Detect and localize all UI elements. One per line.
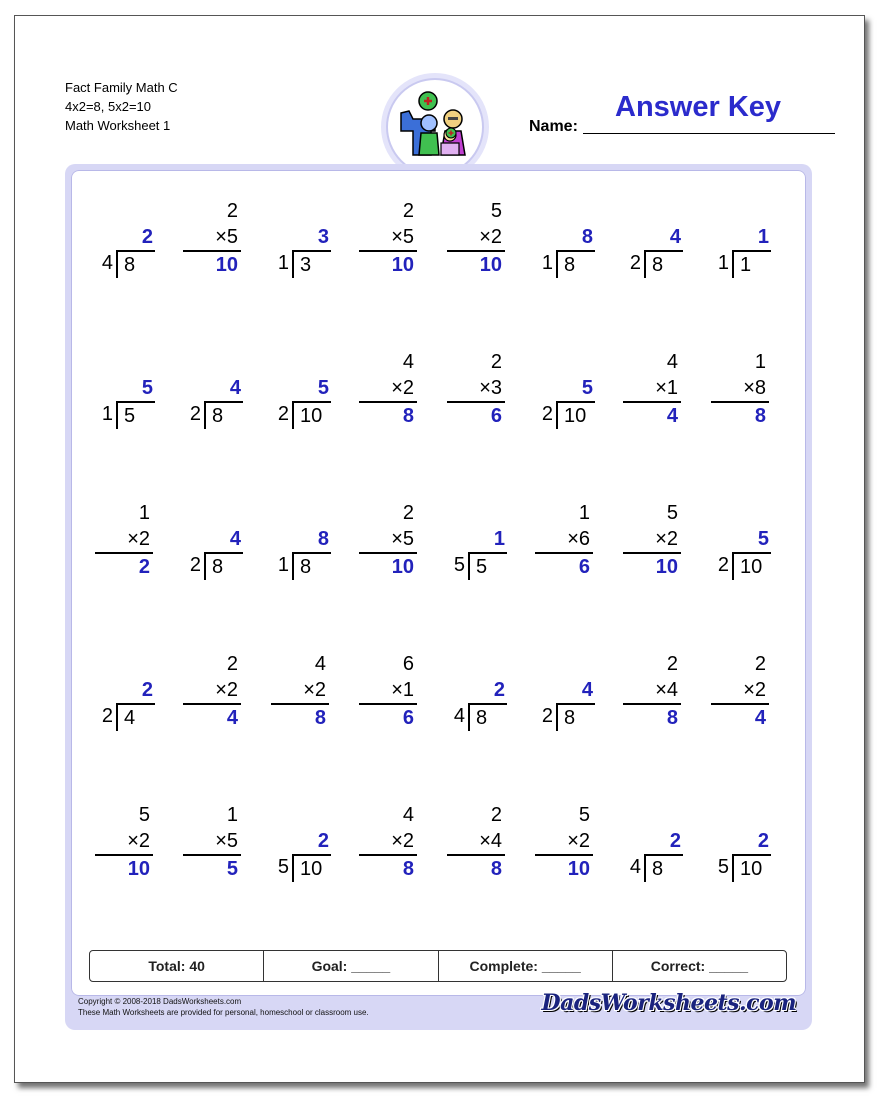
name-field[interactable] xyxy=(529,91,833,136)
divisor: 2 xyxy=(101,705,113,727)
score-correct[interactable]: Correct: _____ xyxy=(612,951,786,981)
divisor: 1 xyxy=(541,252,553,274)
multiplication-problem xyxy=(93,802,153,882)
factor-bottom: ×2 xyxy=(391,377,414,399)
divisor: 4 xyxy=(101,252,113,274)
score-box xyxy=(89,950,787,982)
division-problem xyxy=(533,224,595,282)
multiplication-problem xyxy=(445,802,505,882)
factor-top: 1 xyxy=(754,351,766,373)
division-problem xyxy=(269,224,331,282)
division-problem xyxy=(621,828,683,886)
quotient-answer: 8 xyxy=(317,528,329,550)
worksheet-page xyxy=(14,15,865,1083)
division-problem xyxy=(93,677,155,735)
factor-bottom: ×1 xyxy=(391,679,414,701)
factor-bottom: ×2 xyxy=(127,528,150,550)
quotient-answer: 1 xyxy=(493,528,505,550)
multiplication-problem xyxy=(621,500,681,580)
division-problem xyxy=(533,375,595,433)
product-answer: 8 xyxy=(490,858,502,880)
product-answer: 10 xyxy=(127,858,150,880)
division-problem xyxy=(181,526,243,584)
answer-key-text: Answer Key xyxy=(615,91,782,123)
multiplication-problem xyxy=(269,651,329,731)
quotient-answer: 4 xyxy=(581,679,593,701)
divisor: 2 xyxy=(277,403,289,425)
product-answer: 10 xyxy=(215,254,238,276)
usage-note: These Math Worksheets are provided for personal, homeschool or classroom use. xyxy=(78,1008,369,1017)
dividend: 10 xyxy=(732,854,771,882)
dividend: 8 xyxy=(204,401,243,429)
factor-top: 1 xyxy=(578,502,590,524)
factor-top: 2 xyxy=(226,200,238,222)
divisor: 5 xyxy=(277,856,289,878)
divisor: 2 xyxy=(541,705,553,727)
score-total: Total: 40 xyxy=(148,958,205,974)
factor-bottom: ×4 xyxy=(655,679,678,701)
factor-top: 2 xyxy=(490,804,502,826)
footer-copyright xyxy=(78,996,369,1018)
copyright-text: Copyright © 2008-2018 DadsWorksheets.com xyxy=(78,997,242,1006)
multiplication-problem xyxy=(357,198,417,278)
name-underline xyxy=(583,133,835,134)
dividend: 1 xyxy=(732,250,771,278)
factor-bottom: ×1 xyxy=(655,377,678,399)
factor-bottom: ×6 xyxy=(567,528,590,550)
factor-top: 6 xyxy=(402,653,414,675)
factor-bottom: ×2 xyxy=(743,679,766,701)
product-answer: 10 xyxy=(479,254,502,276)
factor-bottom: ×2 xyxy=(567,830,590,852)
factor-bottom: ×8 xyxy=(743,377,766,399)
worksheet-title: Fact Family Math C xyxy=(65,80,178,95)
dividend: 10 xyxy=(292,401,331,429)
quotient-answer: 5 xyxy=(317,377,329,399)
division-problem xyxy=(269,375,331,433)
product-answer: 8 xyxy=(402,858,414,880)
divisor: 1 xyxy=(717,252,729,274)
quotient-answer: 2 xyxy=(141,226,153,248)
factor-top: 2 xyxy=(490,351,502,373)
quotient-answer: 5 xyxy=(581,377,593,399)
factor-top: 4 xyxy=(402,804,414,826)
factor-top: 4 xyxy=(314,653,326,675)
problem-frame xyxy=(65,164,812,1030)
product-answer: 10 xyxy=(391,254,414,276)
dividend: 3 xyxy=(292,250,331,278)
dividend: 5 xyxy=(116,401,155,429)
divisor: 2 xyxy=(189,554,201,576)
quotient-answer: 5 xyxy=(141,377,153,399)
factor-bottom: ×3 xyxy=(479,377,502,399)
product-answer: 8 xyxy=(402,405,414,427)
dividend: 8 xyxy=(292,552,331,580)
division-problem xyxy=(445,677,507,735)
dividend: 8 xyxy=(556,703,595,731)
dividend: 8 xyxy=(644,250,683,278)
factor-bottom: ×2 xyxy=(479,226,502,248)
quotient-answer: 4 xyxy=(229,377,241,399)
dividend: 8 xyxy=(116,250,155,278)
quotient-answer: 3 xyxy=(317,226,329,248)
dividend: 10 xyxy=(732,552,771,580)
divisor: 2 xyxy=(629,252,641,274)
product-answer: 2 xyxy=(138,556,150,578)
dividend: 10 xyxy=(556,401,595,429)
multiplication-problem xyxy=(533,500,593,580)
worksheet-subtitle: 4x2=8, 5x2=10 xyxy=(65,99,152,114)
factor-bottom: ×5 xyxy=(391,226,414,248)
division-problem xyxy=(709,224,771,282)
factor-bottom: ×2 xyxy=(127,830,150,852)
dividend: 8 xyxy=(468,703,507,731)
factor-top: 5 xyxy=(138,804,150,826)
multiplication-problem xyxy=(357,651,417,731)
factor-bottom: ×2 xyxy=(655,528,678,550)
product-answer: 6 xyxy=(578,556,590,578)
factor-bottom: ×5 xyxy=(215,226,238,248)
divisor: 2 xyxy=(717,554,729,576)
factor-top: 4 xyxy=(402,351,414,373)
division-problem xyxy=(269,828,331,886)
multiplication-problem xyxy=(357,349,417,429)
dividend: 5 xyxy=(468,552,507,580)
quotient-answer: 2 xyxy=(317,830,329,852)
multiplication-problem xyxy=(181,198,241,278)
multiplication-problem xyxy=(181,802,241,882)
divisor: 2 xyxy=(189,403,201,425)
divisor: 5 xyxy=(453,554,465,576)
multiplication-problem xyxy=(181,651,241,731)
quotient-answer: 4 xyxy=(669,226,681,248)
multiplication-problem xyxy=(357,802,417,882)
dividend: 8 xyxy=(644,854,683,882)
multiplication-problem xyxy=(709,651,769,731)
dadsworksheets-logo: DadsWorksheets.com xyxy=(541,990,796,1016)
factor-top: 2 xyxy=(226,653,238,675)
product-answer: 4 xyxy=(754,707,766,729)
dividend: 4 xyxy=(116,703,155,731)
multiplication-problem xyxy=(93,500,153,580)
divisor: 4 xyxy=(629,856,641,878)
division-problem xyxy=(445,526,507,584)
product-answer: 8 xyxy=(666,707,678,729)
multiplication-problem xyxy=(533,802,593,882)
division-problem xyxy=(93,375,155,433)
division-problem xyxy=(533,677,595,735)
multiplication-problem xyxy=(621,349,681,429)
product-answer: 10 xyxy=(567,858,590,880)
factor-top: 2 xyxy=(402,502,414,524)
product-answer: 5 xyxy=(226,858,238,880)
product-answer: 8 xyxy=(754,405,766,427)
name-label: Name: xyxy=(529,118,578,135)
divisor: 5 xyxy=(717,856,729,878)
divisor: 1 xyxy=(277,554,289,576)
division-problem xyxy=(269,526,331,584)
factor-top: 1 xyxy=(226,804,238,826)
factor-bottom: ×5 xyxy=(391,528,414,550)
divisor: 1 xyxy=(277,252,289,274)
division-problem xyxy=(93,224,155,282)
divisor: 4 xyxy=(453,705,465,727)
factor-bottom: ×2 xyxy=(303,679,326,701)
factor-top: 2 xyxy=(666,653,678,675)
multiplication-problem xyxy=(709,349,769,429)
dividend: 10 xyxy=(292,854,331,882)
divisor: 2 xyxy=(541,403,553,425)
factor-bottom: ×2 xyxy=(215,679,238,701)
product-answer: 4 xyxy=(226,707,238,729)
dividend: 8 xyxy=(556,250,595,278)
factor-top: 5 xyxy=(490,200,502,222)
factor-bottom: ×5 xyxy=(215,830,238,852)
product-answer: 6 xyxy=(402,707,414,729)
worksheet-number: Math Worksheet 1 xyxy=(65,118,171,133)
factor-bottom: ×4 xyxy=(479,830,502,852)
factor-top: 4 xyxy=(666,351,678,373)
quotient-answer: 2 xyxy=(493,679,505,701)
factor-top: 2 xyxy=(754,653,766,675)
score-goal[interactable]: Goal: _____ xyxy=(263,951,437,981)
divisor: 1 xyxy=(101,403,113,425)
division-problem xyxy=(709,526,771,584)
product-answer: 8 xyxy=(314,707,326,729)
product-answer: 10 xyxy=(391,556,414,578)
quotient-answer: 2 xyxy=(757,830,769,852)
division-problem xyxy=(709,828,771,886)
quotient-answer: 2 xyxy=(141,679,153,701)
factor-top: 5 xyxy=(578,804,590,826)
quotient-answer: 5 xyxy=(757,528,769,550)
score-complete[interactable]: Complete: _____ xyxy=(438,951,612,981)
multiplication-problem xyxy=(621,651,681,731)
dividend: 8 xyxy=(204,552,243,580)
quotient-answer: 4 xyxy=(229,528,241,550)
product-answer: 4 xyxy=(666,405,678,427)
factor-top: 2 xyxy=(402,200,414,222)
multiplication-problem xyxy=(357,500,417,580)
division-problem xyxy=(181,375,243,433)
multiplication-problem xyxy=(445,198,505,278)
factor-bottom: ×2 xyxy=(391,830,414,852)
product-answer: 10 xyxy=(655,556,678,578)
multiplication-problem xyxy=(445,349,505,429)
quotient-answer: 2 xyxy=(669,830,681,852)
division-problem xyxy=(621,224,683,282)
quotient-answer: 8 xyxy=(581,226,593,248)
worksheet-header xyxy=(65,78,178,135)
factor-top: 5 xyxy=(666,502,678,524)
product-answer: 6 xyxy=(490,405,502,427)
factor-top: 1 xyxy=(138,502,150,524)
quotient-answer: 1 xyxy=(757,226,769,248)
